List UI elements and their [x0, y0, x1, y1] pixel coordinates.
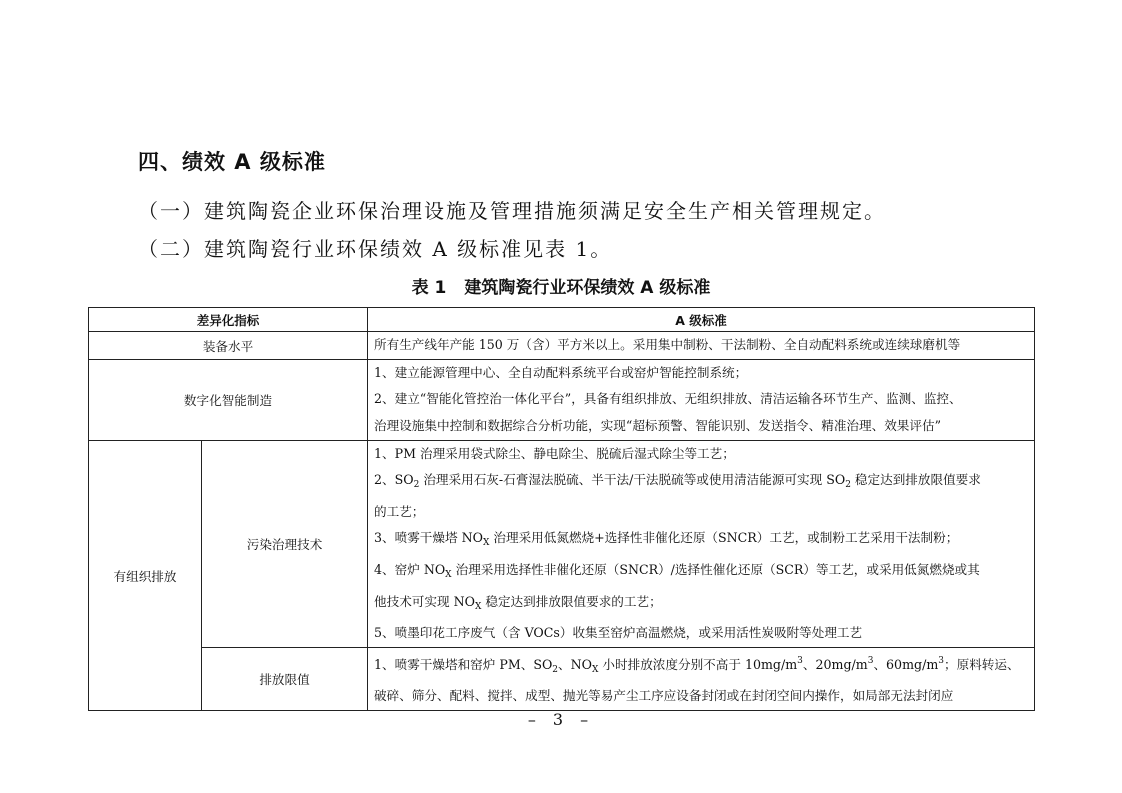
section-heading: 四、绩效 A 级标准	[138, 150, 326, 174]
text-equipment: 所有生产线年产能 150 万（含）平方米以上。采用集中制粉、干法制粉、全自动配料系统或连续球磨机等	[368, 332, 1035, 360]
label-pollution-tech: 污染治理技术	[202, 440, 368, 647]
paragraph-2: （二）建筑陶瓷行业环保绩效 A 级标准见表 1。	[138, 237, 613, 261]
label-equipment: 装备水平	[89, 332, 368, 360]
label-emission-limit: 排放限值	[202, 647, 368, 710]
label-organized-emission: 有组织排放	[89, 440, 202, 710]
label-digital: 数字化智能制造	[89, 359, 368, 440]
text-digital: 1、建立能源管理中心、全自动配料系统平台或窑炉智能控制系统； 2、建立“智能化管控治一体化平台”，具备有组织排放、无组织排放、清洁运输各环节生产、监测、监控、 治理设施集中控制和数据综合分析功能，实现“超标预警、智能识别、发送指令、精准治理、效果评估”	[368, 359, 1035, 440]
table-caption-number: 表 1	[411, 278, 447, 298]
page-number: – 3 –	[527, 710, 595, 729]
table-row-pollution-tech	[89, 440, 1035, 647]
standards-table	[88, 307, 1035, 711]
table-caption-title: 建筑陶瓷行业环保绩效 A 级标准	[464, 278, 711, 298]
paragraph-1: （一）建筑陶瓷企业环保治理设施及管理措施须满足安全生产相关管理规定。	[138, 199, 886, 223]
table-row-digital	[89, 359, 1035, 440]
header-a-level: A 级标准	[368, 308, 1035, 332]
header-indicator: 差异化指标	[89, 308, 368, 332]
table-row-emission-limit	[89, 647, 1035, 710]
text-pollution-tech: 1、PM 治理采用袋式除尘、静电除尘、脱硫后湿式除尘等工艺； 2、$SO_2$ 治理采用石灰-石膏湿法脱硫、半干法/干法脱硫等或使用清洁能源可实现 $SO_2$ 稳定达到排放限值要求 的工艺； 3、喷雾干燥塔 $NO_X$ 治理采用低氮燃烧+选择性非催化还原（SNCR）工艺，或制粉工艺采用干法制粉； 4、窑炉 $NO_X$ 治理采用选择性非催化还原（SNCR）/选择性催化还原（SCR）等工艺，或采用低氮燃烧或其 他技术可实现 $NO_X$ 稳定达到排放限值要求的工艺； 5、喷墨印花工序废气（含 VOCs）收集至窑炉高温燃烧，或采用活性炭吸附等处理工艺	[368, 440, 1035, 647]
table-row-equipment	[89, 332, 1035, 360]
text-emission-limit: 1、喷雾干燥塔和窑炉 PM、$SO_2$、$NO_X$ 小时排放浓度分别不高于 $10mg/m^3$、$20mg/m^3$、$60mg/m^3$；原料转运、 破碎、筛分、配料、搅拌、成型、抛光等易产尘工序应设备封闭或在封闭空间内操作，如局部无法封闭应	[368, 647, 1035, 710]
table-caption	[0, 273, 1122, 298]
